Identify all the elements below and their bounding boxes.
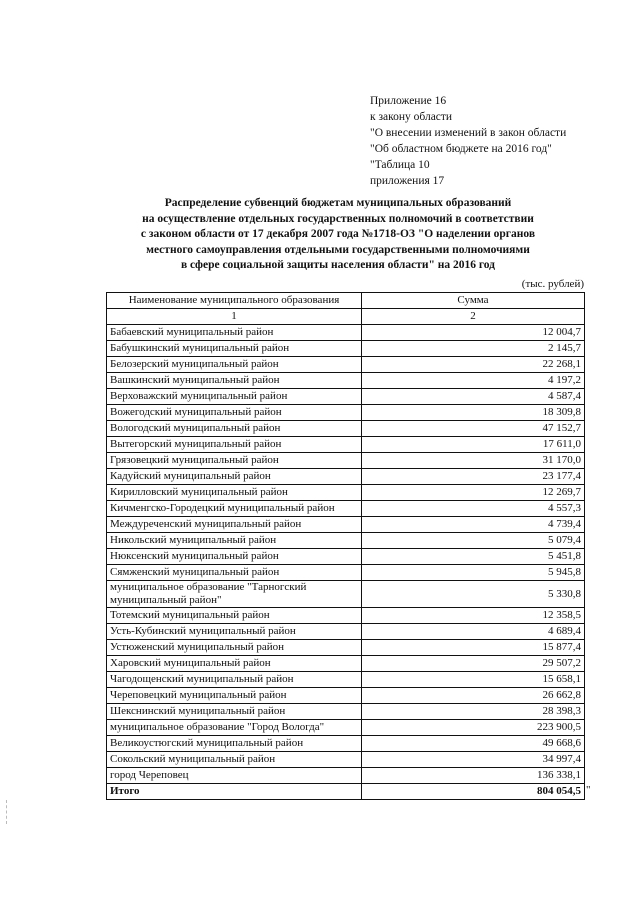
table-row	[107, 720, 585, 736]
subsidy-amount: 31 170,0	[362, 453, 585, 469]
municipality-name: Кирилловский муниципальный район	[107, 485, 362, 501]
subsidy-amount: 12 358,5	[362, 608, 585, 624]
municipality-name: Тотемский муниципальный район	[107, 608, 362, 624]
municipality-name: Междуреченский муниципальный район	[107, 517, 362, 533]
total-amount: 804 054,5	[362, 784, 585, 800]
municipality-name: Бабаевский муниципальный район	[107, 325, 362, 341]
table-row	[107, 736, 585, 752]
table-row	[107, 672, 585, 688]
subsidy-table	[106, 292, 585, 800]
appendix-line: "Таблица 10	[370, 159, 430, 171]
table-row	[107, 421, 585, 437]
table-row	[107, 373, 585, 389]
municipality-name: Кадуйский муниципальный район	[107, 469, 362, 485]
municipality-name: Кичменгско-Городецкий муниципальный район	[107, 501, 362, 517]
municipality-name: Никольский муниципальный район	[107, 533, 362, 549]
table-row	[107, 501, 585, 517]
appendix-line: Приложение 16	[370, 95, 447, 107]
table-header-row	[107, 293, 585, 309]
subsidy-amount: 26 662,8	[362, 688, 585, 704]
subsidy-amount: 5 451,8	[362, 549, 585, 565]
column-number: 2	[362, 309, 585, 325]
table-row	[107, 405, 585, 421]
title-line: с законом области от 17 декабря 2007 года №1718-ОЗ "О наделении органов	[140, 228, 536, 240]
municipality-name: Вашкинский муниципальный район	[107, 373, 362, 389]
subsidy-amount: 2 145,7	[362, 341, 585, 357]
subsidy-amount: 28 398,3	[362, 704, 585, 720]
municipality-name: Сокольский муниципальный район	[107, 752, 362, 768]
table-row	[107, 581, 585, 608]
subsidy-amount: 34 997,4	[362, 752, 585, 768]
table-row	[107, 325, 585, 341]
municipality-name: муниципальное образование "Город Вологда"	[107, 720, 362, 736]
subsidy-amount: 17 611,0	[362, 437, 585, 453]
subsidy-amount: 4 197,2	[362, 373, 585, 389]
table-row	[107, 485, 585, 501]
appendix-line: к закону области	[370, 111, 453, 123]
table-row	[107, 752, 585, 768]
municipality-name: Белозерский муниципальный район	[107, 357, 362, 373]
total-label: Итого	[107, 784, 362, 800]
municipality-name: Грязовецкий муниципальный район	[107, 453, 362, 469]
municipality-name: Нюксенский муниципальный район	[107, 549, 362, 565]
subsidy-amount: 49 668,6	[362, 736, 585, 752]
municipality-name: Верховажский муниципальный район	[107, 389, 362, 405]
municipality-name: Бабушкинский муниципальный район	[107, 341, 362, 357]
subsidy-amount: 47 152,7	[362, 421, 585, 437]
table-row	[107, 656, 585, 672]
units-label: (тыс. рублей)	[521, 278, 584, 290]
appendix-line: "О внесении изменений в закон области	[370, 127, 567, 139]
subsidy-amount: 15 877,4	[362, 640, 585, 656]
table-row	[107, 704, 585, 720]
appendix-line: приложения 17	[370, 175, 445, 187]
subsidy-amount: 223 900,5	[362, 720, 585, 736]
table-row	[107, 341, 585, 357]
title-line: местного самоуправления отдельными государственными полномочиями	[146, 243, 530, 256]
subsidy-amount: 23 177,4	[362, 469, 585, 485]
table-row	[107, 533, 585, 549]
table-row	[107, 565, 585, 581]
table-row	[107, 768, 585, 784]
subsidy-amount: 5 079,4	[362, 533, 585, 549]
municipality-name: Вологодский муниципальный район	[107, 421, 362, 437]
column-header-name: Наименование муниципального образования	[107, 293, 362, 309]
subsidy-amount: 4 557,3	[362, 501, 585, 517]
column-header-amount: Сумма	[362, 293, 585, 309]
appendix-line: "Об областном бюджете на 2016 год"	[370, 143, 552, 155]
table-column-number-row	[107, 309, 585, 325]
municipality-name: Сямженский муниципальный район	[107, 565, 362, 581]
municipality-name: Харовский муниципальный район	[107, 656, 362, 672]
table-row	[107, 469, 585, 485]
subsidy-amount: 22 268,1	[362, 357, 585, 373]
title-line: Распределение субвенций бюджетам муниципальных образований	[164, 197, 512, 209]
subsidy-amount: 29 507,2	[362, 656, 585, 672]
municipality-name: Чагодощенский муниципальный район	[107, 672, 362, 688]
subsidy-amount: 5 945,8	[362, 565, 585, 581]
title-line: на осуществление отдельных государственных полномочий в соответствии	[142, 212, 534, 225]
table-row	[107, 517, 585, 533]
municipality-name: город Череповец	[107, 768, 362, 784]
subsidy-amount: 18 309,8	[362, 405, 585, 421]
municipality-name: Шекснинский муниципальный район	[107, 704, 362, 720]
subsidy-amount: 4 689,4	[362, 624, 585, 640]
municipality-name: Великоустюгский муниципальный район	[107, 736, 362, 752]
subsidy-amount: 4 739,4	[362, 517, 585, 533]
column-number: 1	[107, 309, 362, 325]
municipality-name: Череповецкий муниципальный район	[107, 688, 362, 704]
table-row	[107, 389, 585, 405]
subsidy-amount: 4 587,4	[362, 389, 585, 405]
subsidy-amount: 12 269,7	[362, 485, 585, 501]
table-row	[107, 608, 585, 624]
table-total-row	[107, 784, 585, 800]
subsidy-amount: 136 338,1	[362, 768, 585, 784]
municipality-name: муниципальное образование "Тарногский муниципальный район"	[107, 581, 362, 608]
municipality-name: Усть-Кубинский муниципальный район	[107, 624, 362, 640]
subsidy-amount: 12 004,7	[362, 325, 585, 341]
table-row	[107, 624, 585, 640]
document-title	[118, 196, 558, 274]
margin-mark	[6, 800, 8, 824]
title-line: в сфере социальной защиты населения области" на 2016 год	[180, 259, 496, 271]
table-row	[107, 688, 585, 704]
municipality-name: Вытегорский муниципальный район	[107, 437, 362, 453]
subsidy-amount: 5 330,8	[362, 581, 585, 608]
table-row	[107, 549, 585, 565]
subsidy-amount: 15 658,1	[362, 672, 585, 688]
municipality-name: Устюженский муниципальный район	[107, 640, 362, 656]
table-row	[107, 357, 585, 373]
appendix-header	[370, 93, 630, 189]
table-row	[107, 640, 585, 656]
closing-quote: "	[586, 784, 591, 796]
table-row	[107, 453, 585, 469]
municipality-name: Вожегодский муниципальный район	[107, 405, 362, 421]
table-row	[107, 437, 585, 453]
